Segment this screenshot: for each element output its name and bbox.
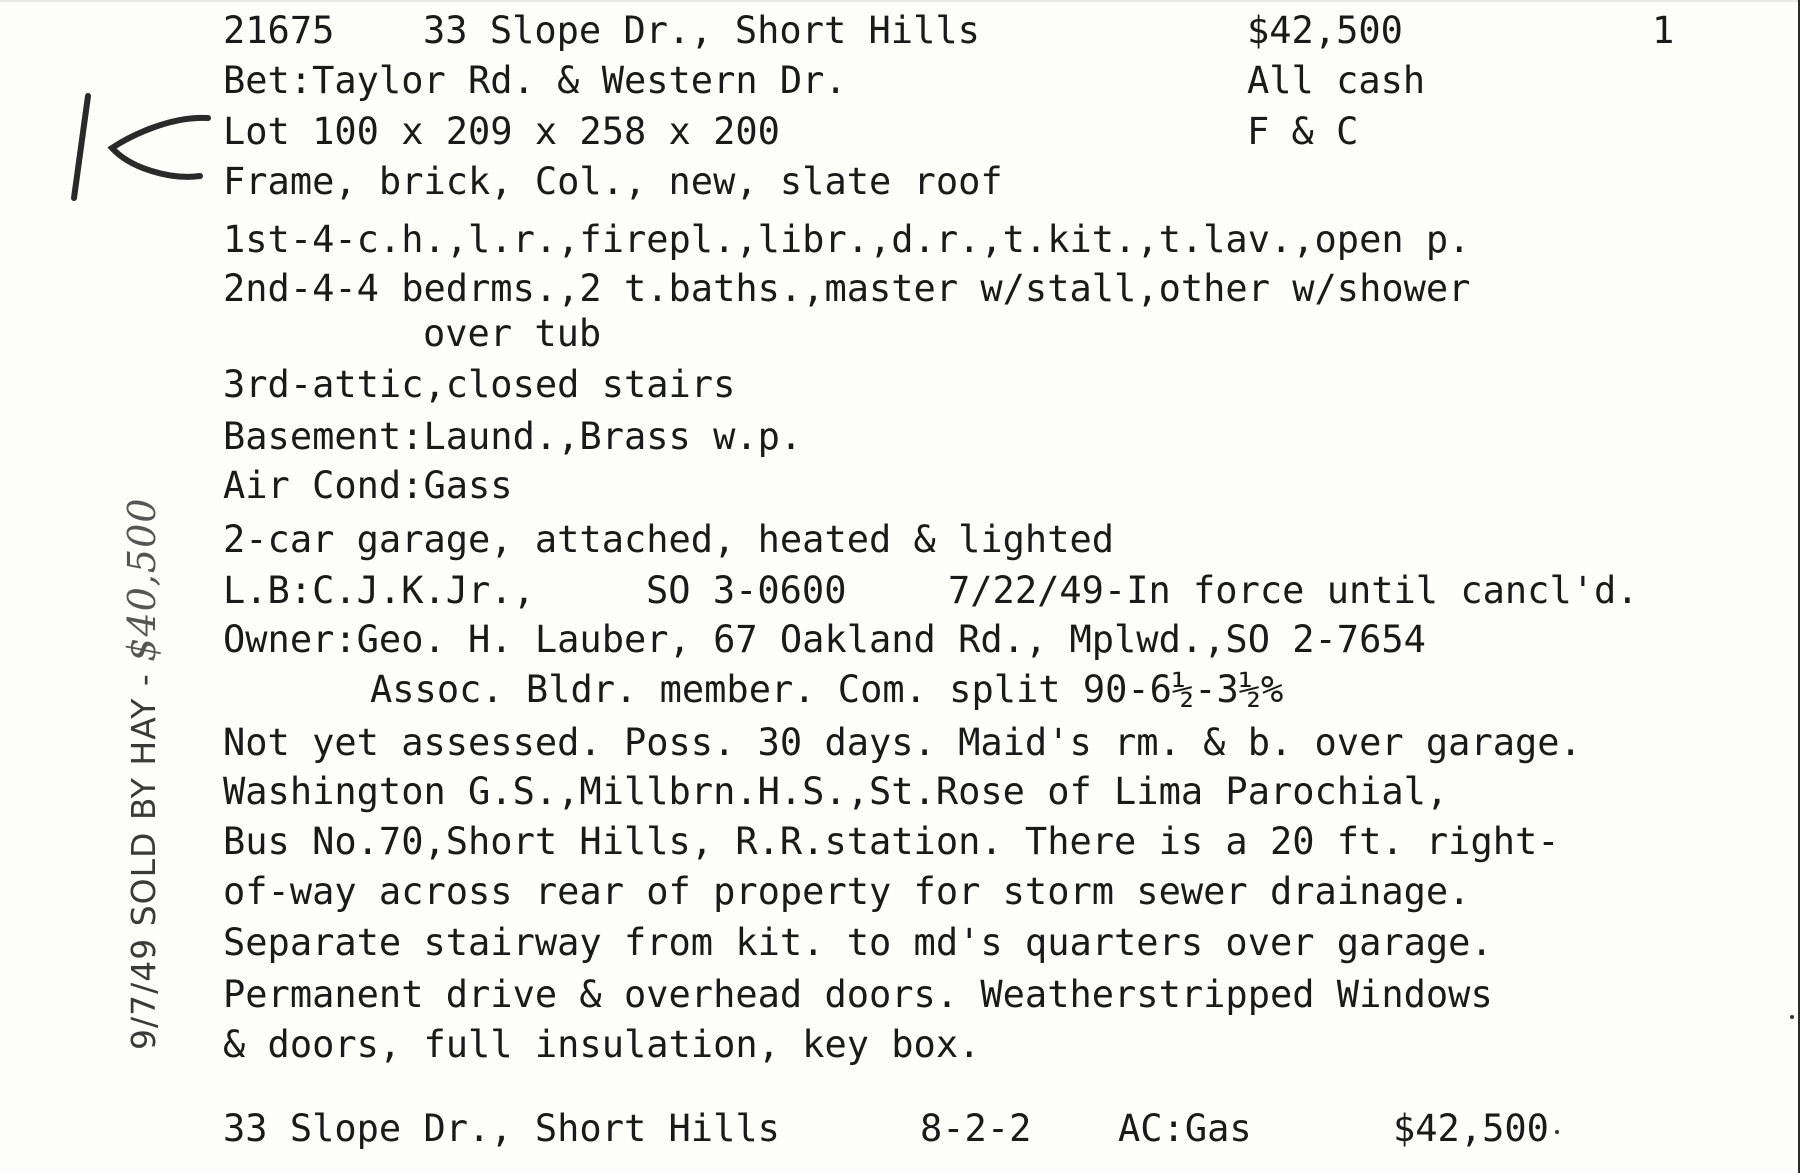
footer-rooms: 8-2-2 bbox=[920, 1107, 1032, 1150]
owner-line: Owner:Geo. H. Lauber, 67 Oakland Rd., Mplwd.,SO 2-7654 bbox=[223, 618, 1426, 661]
card-number: 1 bbox=[1652, 9, 1675, 52]
features-continued: & doors, full insulation, key box. bbox=[223, 1023, 981, 1066]
footer-price: $42,500 bbox=[1393, 1107, 1549, 1150]
handwritten-k-mark bbox=[60, 88, 220, 208]
header-price: $42,500 bbox=[1247, 9, 1403, 52]
footer-ac: AC:Gas bbox=[1118, 1107, 1252, 1150]
sold-stamp bbox=[120, 498, 164, 1050]
payment-terms: All cash bbox=[1247, 59, 1426, 102]
sold-stamp-text: 9/7/49 SOLD BY HAY - bbox=[124, 673, 163, 1050]
air-cond-line: Air Cond:Gass bbox=[223, 464, 513, 507]
stairway-line: Separate stairway from kit. to md's quarters over garage. bbox=[223, 921, 1493, 964]
stray-mark bbox=[1555, 1130, 1559, 1134]
listing-date-terms: 7/22/49-In force until cancl'd. bbox=[948, 569, 1639, 612]
construction-line: Frame, brick, Col., new, slate roof bbox=[223, 160, 1003, 203]
between-streets: Bet:Taylor Rd. & Western Dr. bbox=[223, 59, 847, 102]
transport-line: Bus No.70,Short Hills, R.R.station. There is a 20 ft. right- bbox=[223, 820, 1560, 863]
broker-phone: SO 3-0600 bbox=[646, 569, 847, 612]
stray-mark bbox=[1790, 1015, 1794, 1019]
card-top-edge bbox=[0, 0, 1800, 2]
footer-address: 33 Slope Dr., Short Hills bbox=[223, 1107, 780, 1150]
features-line: Permanent drive & overhead doors. Weatherstripped Windows bbox=[223, 973, 1493, 1016]
second-floor-line: 2nd-4-4 bedrms.,2 t.baths.,master w/stall,other w/shower bbox=[223, 267, 1471, 310]
second-floor-continued: over tub bbox=[423, 312, 602, 355]
third-floor-line: 3rd-attic,closed stairs bbox=[223, 363, 736, 406]
commission-line: Assoc. Bldr. member. Com. split 90-6½-3½% bbox=[370, 668, 1284, 711]
header-address: 33 Slope Dr., Short Hills bbox=[423, 9, 980, 52]
garage-line: 2-car garage, attached, heated & lighted bbox=[223, 518, 1115, 561]
sold-price: $40,500 bbox=[120, 497, 164, 662]
assessment-line: Not yet assessed. Poss. 30 days. Maid's rm. & b. over garage. bbox=[223, 721, 1582, 764]
schools-line: Washington G.S.,Millbrn.H.S.,St.Rose of Lima Parochial, bbox=[223, 770, 1449, 813]
listing-broker: L.B:C.J.K.Jr., bbox=[223, 569, 535, 612]
listing-number: 21675 bbox=[223, 9, 335, 52]
easement-line: of-way across rear of property for storm sewer drainage. bbox=[223, 870, 1471, 913]
financing-code: F & C bbox=[1247, 110, 1359, 153]
first-floor-line: 1st-4-c.h.,l.r.,firepl.,libr.,d.r.,t.kit.,t.lav.,open p. bbox=[223, 218, 1471, 261]
basement-line: Basement:Laund.,Brass w.p. bbox=[223, 415, 803, 458]
lot-size: Lot 100 x 209 x 258 x 200 bbox=[223, 110, 780, 153]
